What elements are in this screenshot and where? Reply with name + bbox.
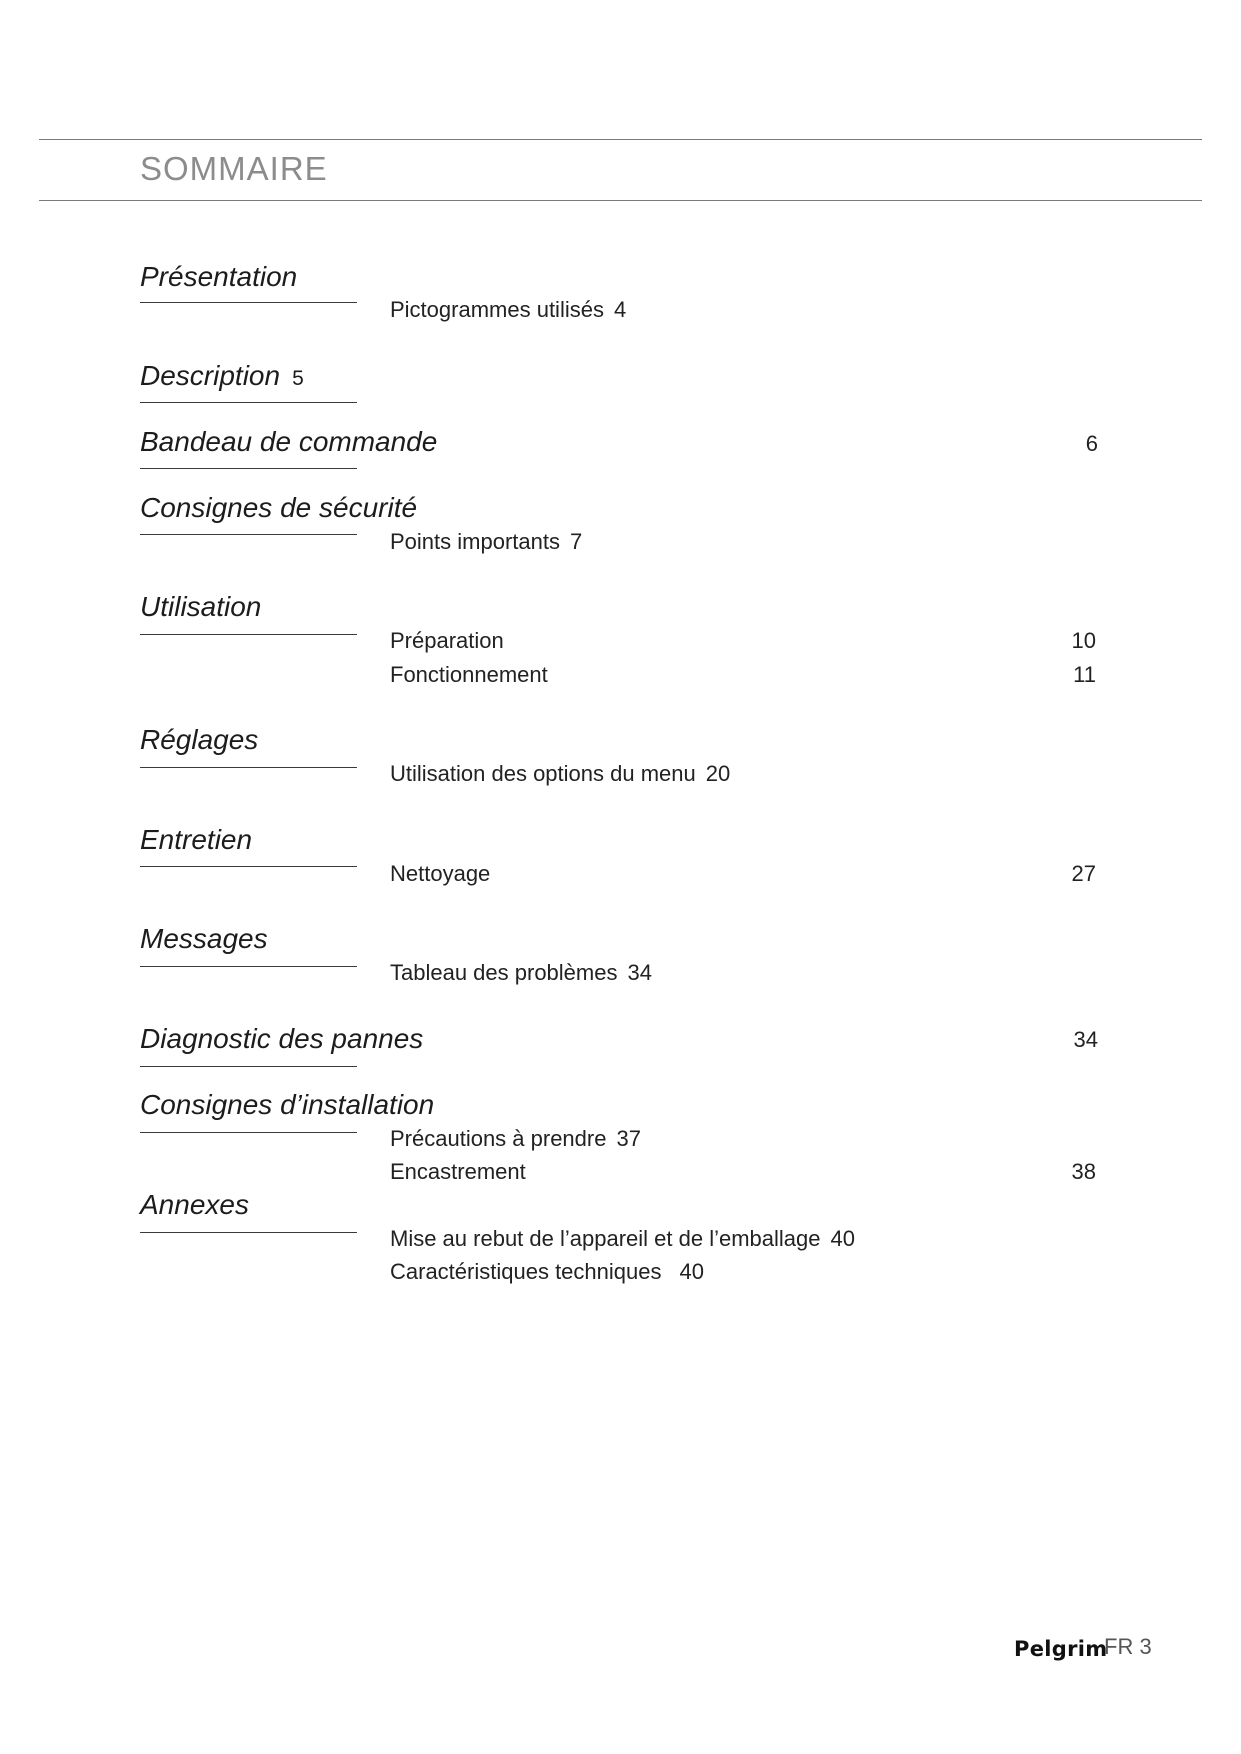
heading-underline bbox=[140, 634, 357, 635]
toc-heading-reglages[interactable]: Réglages bbox=[140, 724, 259, 755]
toc-entry-page: 20 bbox=[705, 761, 731, 786]
heading-underline bbox=[140, 866, 357, 867]
toc-heading-page: 5 bbox=[292, 367, 304, 390]
toc-entry-page: 7 bbox=[569, 529, 583, 554]
toc-heading-diagnostic[interactable]: Diagnostic des pannes bbox=[140, 1023, 424, 1054]
toc-entry-fonctionnement[interactable]: Fonctionnement bbox=[390, 662, 548, 687]
heading-underline bbox=[140, 1132, 357, 1133]
toc-heading-page: 6 bbox=[1085, 431, 1098, 456]
toc-heading-messages[interactable]: Messages bbox=[140, 923, 268, 954]
toc-entry-encastrement[interactable]: Encastrement bbox=[390, 1159, 526, 1184]
heading-underline bbox=[140, 1066, 357, 1067]
toc-entry-page: 40 bbox=[830, 1226, 855, 1251]
toc-entry-tableau-problemes[interactable] bbox=[390, 959, 652, 987]
heading-underline bbox=[140, 468, 357, 469]
toc-entry-pictogrammes[interactable] bbox=[390, 296, 626, 324]
toc-entry-label: Mise au rebut de l’appareil et de l’emballage bbox=[390, 1226, 821, 1251]
toc-heading-page: 34 bbox=[1073, 1027, 1098, 1052]
toc-entry-label: Précautions à prendre bbox=[390, 1126, 607, 1151]
header-bottom-rule bbox=[39, 200, 1202, 201]
header-top-rule bbox=[39, 139, 1202, 140]
toc-heading-securite[interactable]: Consignes de sécurité bbox=[140, 492, 418, 523]
heading-underline bbox=[140, 767, 357, 768]
toc-heading-utilisation[interactable]: Utilisation bbox=[140, 591, 262, 622]
toc-entry-nettoyage[interactable]: Nettoyage bbox=[390, 861, 491, 886]
toc-entry-label: Caractéristiques techniques bbox=[390, 1259, 662, 1284]
toc-entry-page: 40 bbox=[679, 1259, 704, 1284]
toc-entry-page: 37 bbox=[616, 1126, 641, 1151]
toc-heading-installation[interactable]: Consignes d’installation bbox=[140, 1089, 435, 1120]
heading-underline bbox=[140, 302, 357, 303]
toc-entry-page: 38 bbox=[1071, 1159, 1096, 1184]
toc-entry-label: Points importants bbox=[390, 529, 560, 554]
toc-entry-page: 4 bbox=[613, 297, 627, 322]
toc-heading-bandeau[interactable]: Bandeau de commande bbox=[140, 426, 438, 457]
toc-heading-description[interactable] bbox=[140, 359, 304, 396]
heading-underline bbox=[140, 966, 357, 967]
toc-entry-caracteristiques[interactable] bbox=[390, 1258, 704, 1286]
page-title: SOMMAIRE bbox=[140, 150, 328, 187]
toc-entry-page: 11 bbox=[1073, 662, 1096, 687]
toc-entry-points-importants[interactable] bbox=[390, 528, 582, 556]
page-number: FR 3 bbox=[1104, 1634, 1152, 1659]
toc-entry-label: Tableau des problèmes bbox=[390, 960, 618, 985]
toc-entry-label: Utilisation des options du menu bbox=[390, 761, 696, 786]
heading-underline bbox=[140, 534, 357, 535]
toc-heading-label: Description bbox=[140, 360, 281, 391]
toc-entry-mise-au-rebut[interactable] bbox=[390, 1225, 855, 1253]
toc-heading-presentation[interactable]: Présentation bbox=[140, 261, 298, 292]
toc-entry-precautions[interactable] bbox=[390, 1125, 641, 1153]
toc-entry-page: 27 bbox=[1071, 861, 1096, 886]
toc-heading-annexes[interactable]: Annexes bbox=[140, 1189, 249, 1220]
toc-entry-page: 10 bbox=[1071, 628, 1096, 653]
pelgrim-logo: Pelgrim bbox=[1014, 1637, 1108, 1661]
toc-entry-page: 34 bbox=[627, 960, 652, 985]
toc-heading-entretien[interactable]: Entretien bbox=[140, 824, 253, 855]
heading-underline bbox=[140, 402, 357, 403]
toc-entry-options-menu[interactable] bbox=[390, 760, 730, 788]
toc-entry-label: Pictogrammes utilisés bbox=[390, 297, 604, 322]
toc-entry-preparation[interactable]: Préparation bbox=[390, 628, 504, 653]
heading-underline bbox=[140, 1232, 357, 1233]
